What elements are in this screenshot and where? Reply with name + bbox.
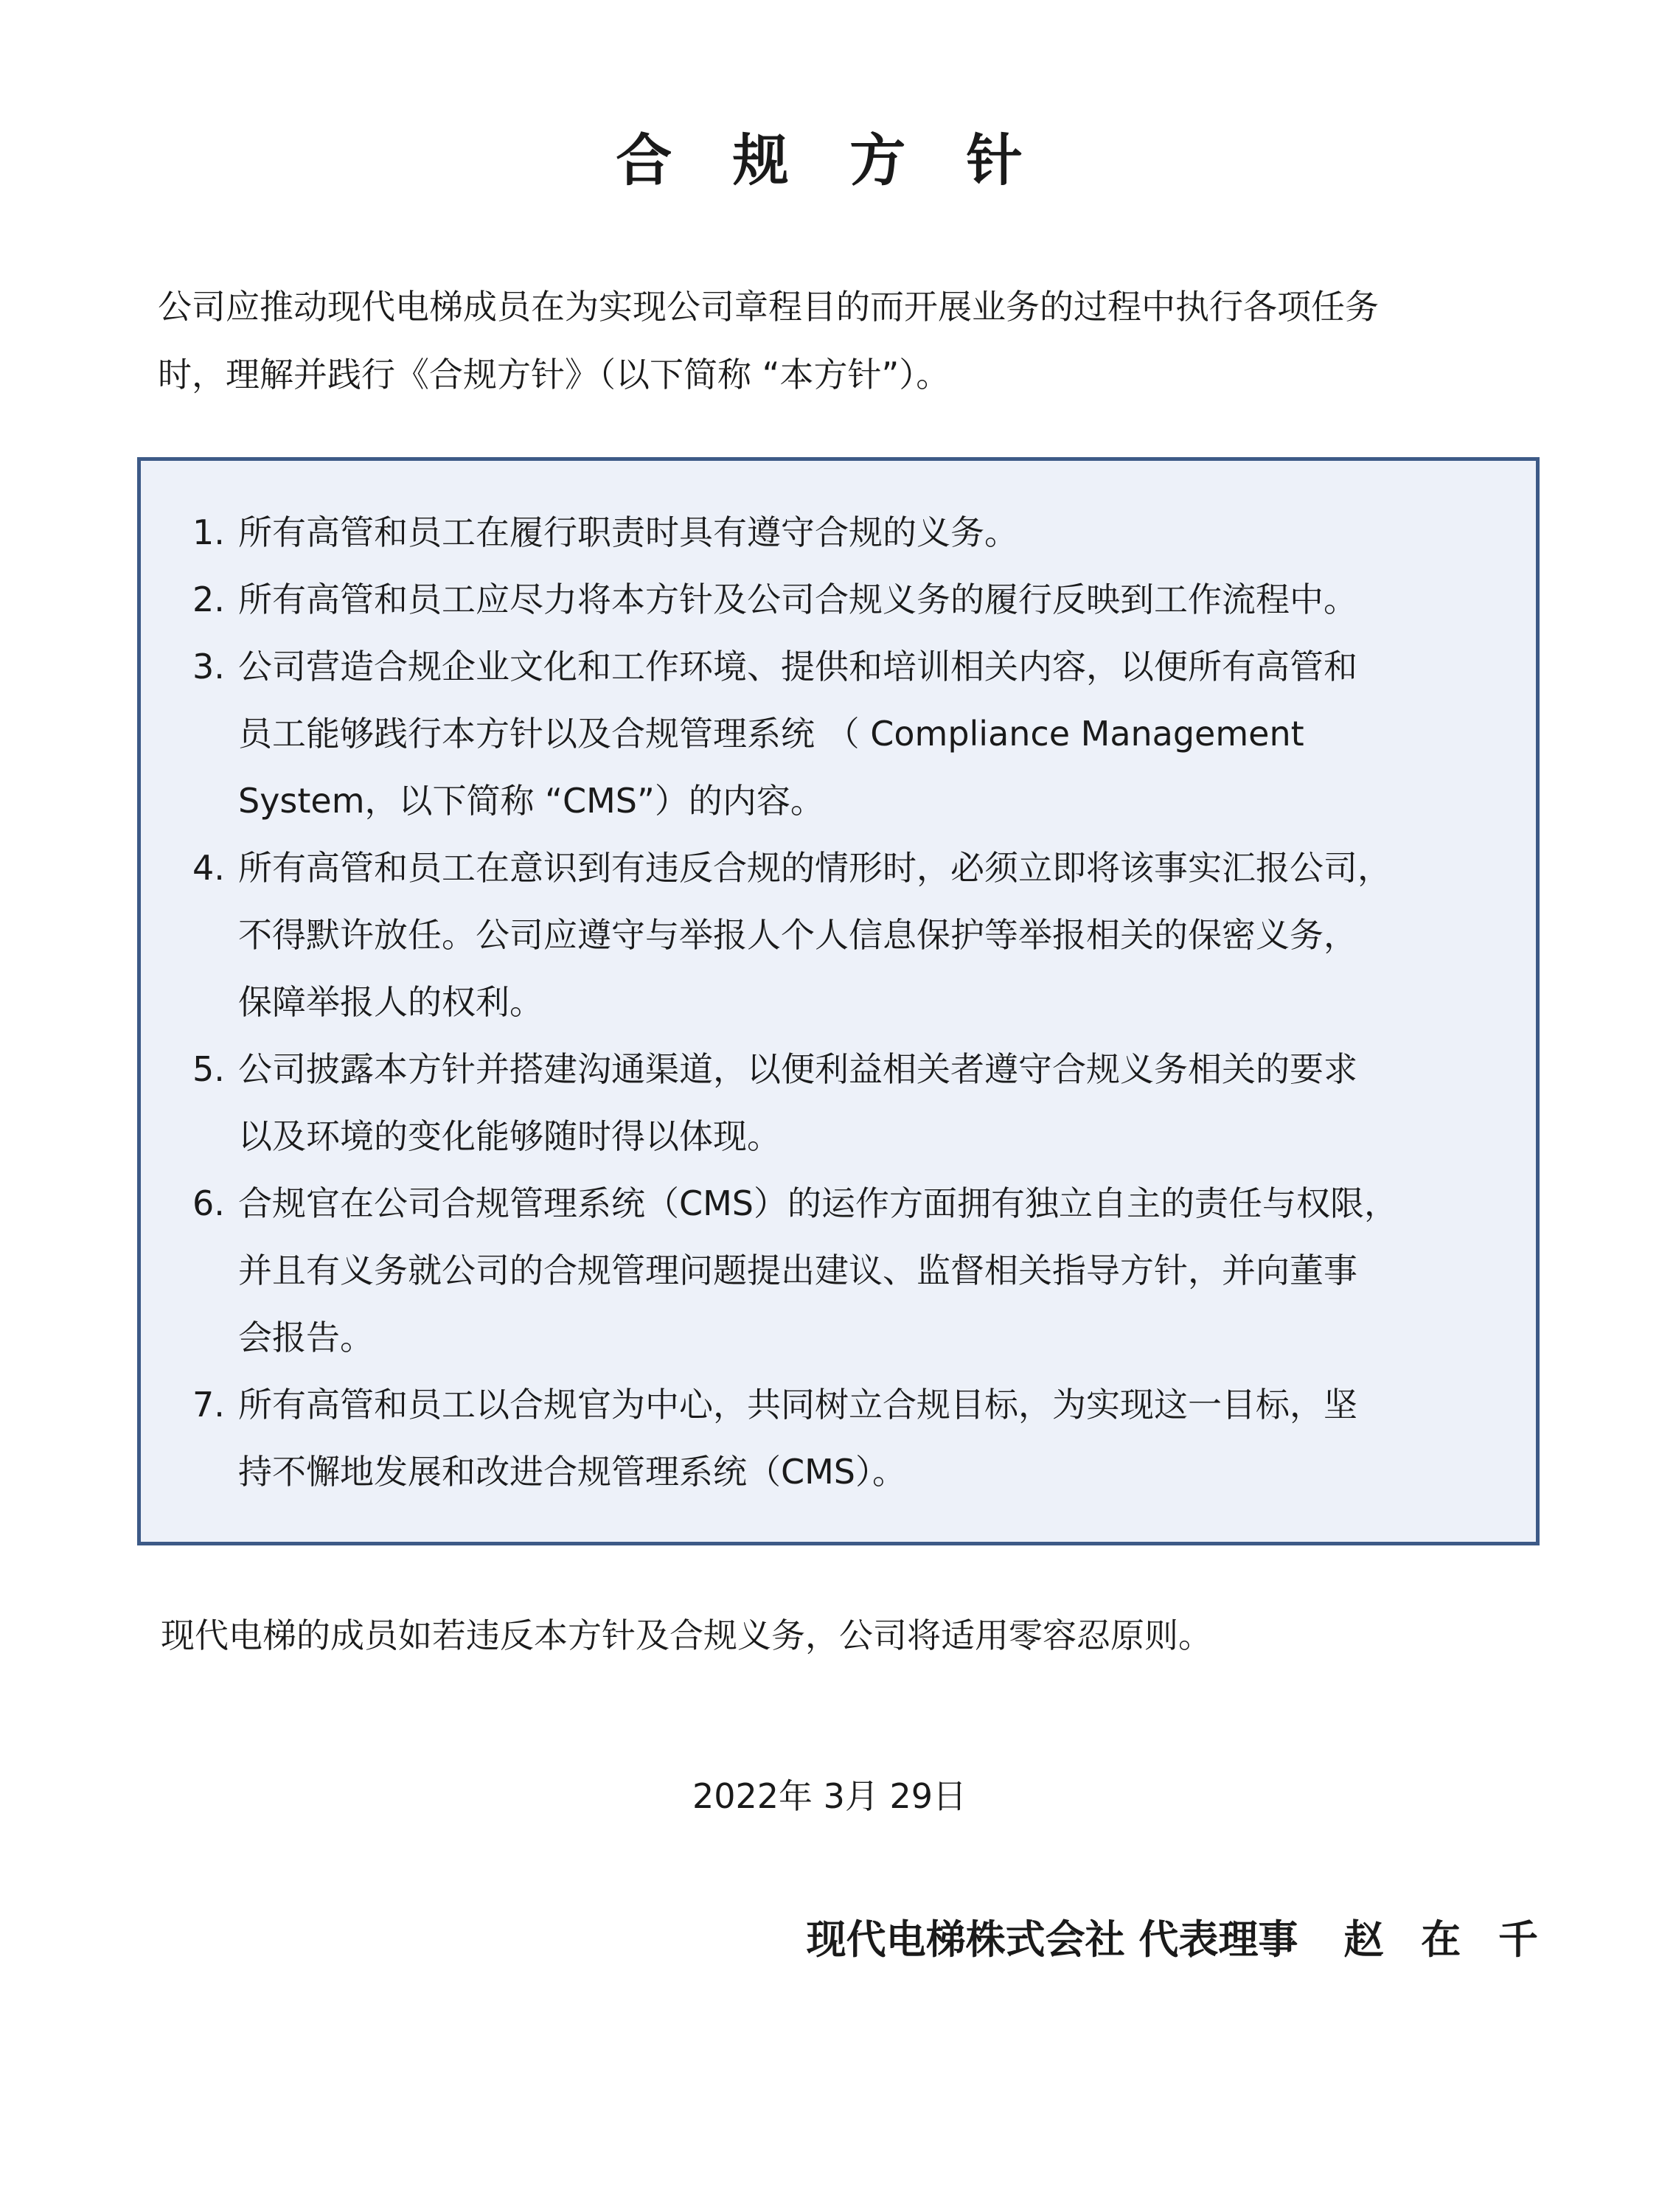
policy-item-text: [238, 1170, 1512, 1371]
policy-item-number: 5.: [192, 1049, 225, 1089]
policy-item-line: 公司营造合规企业文化和工作环境、提供和培训相关内容，以便所有高管和: [238, 647, 1357, 686]
policy-item-line: 持不懈地发展和改进合规管理系统（CMS）。: [238, 1452, 907, 1492]
page-title: 合 规 方 针: [616, 128, 1043, 193]
policy-item: [192, 1371, 1512, 1506]
policy-item-line: 保障举报人的权利。: [238, 982, 543, 1022]
policy-box: [137, 457, 1540, 1545]
policy-item-line: 以及环境的变化能够随时得以体现。: [238, 1116, 781, 1156]
policy-item: [192, 633, 1512, 835]
policy-item-line: 员工能够践行本方针以及合规管理系统 （ Compliance Management: [238, 714, 1304, 754]
policy-item-line: 并且有义务就公司的合规管理问题提出建议、监督相关指导方针，并向董事: [238, 1251, 1357, 1290]
policy-item: [192, 835, 1512, 1036]
closing-statement: 现代电梯的成员如若违反本方针及合规义务，公司将适用零容忍原则。: [161, 1615, 1212, 1655]
signature-company-title: 现代电梯株式会社 代表理事: [806, 1916, 1298, 1963]
policy-item: [192, 499, 1512, 566]
policy-item-text: [238, 835, 1512, 1036]
policy-item-line: 公司披露本方针并搭建沟通渠道，以便利益相关者遵守合规义务相关的要求: [238, 1049, 1357, 1089]
policy-item-number: 2.: [192, 580, 225, 619]
policy-item-line: 合规官在公司合规管理系统（CMS）的运作方面拥有独立自主的责任与权限，: [238, 1183, 1399, 1223]
intro-line: 时，理解并践行《合规方针》（以下简称 “本方针”）。: [158, 355, 950, 394]
policy-item-text: [238, 566, 1512, 633]
policy-item-line: 所有高管和员工在意识到有违反合规的情形时，必须立即将该事实汇报公司，: [238, 848, 1391, 888]
policy-item-line: 不得默许放任。公司应遵守与举报人个人信息保护等举报相关的保密义务，: [238, 915, 1357, 955]
policy-item: [192, 1036, 1512, 1170]
signature-name: 赵 在 千: [1343, 1916, 1550, 1963]
policy-list: [192, 499, 1512, 1506]
policy-item: [192, 566, 1512, 633]
policy-item-text: [238, 1036, 1512, 1170]
intro-paragraph: [158, 273, 1529, 408]
policy-item-line: 所有高管和员工应尽力将本方针及公司合规义务的履行反映到工作流程中。: [238, 580, 1357, 619]
policy-item-text: [238, 1371, 1512, 1506]
policy-item-line: 所有高管和员工以合规官为中心，共同树立合规目标，为实现这一目标，坚: [238, 1385, 1357, 1425]
policy-item-number: 3.: [192, 647, 225, 686]
policy-item-number: 4.: [192, 848, 225, 888]
policy-item-line: 会报告。: [238, 1318, 374, 1357]
policy-item-text: [238, 499, 1512, 566]
policy-item-line: 所有高管和员工在履行职责时具有遵守合规的义务。: [238, 512, 1018, 552]
document-date: 2022年 3月 29日: [692, 1776, 967, 1816]
policy-item-text: [238, 633, 1512, 835]
policy-item: [192, 1170, 1512, 1371]
policy-item-number: 6.: [192, 1183, 225, 1223]
intro-line: 公司应推动现代电梯成员在为实现公司章程目的而开展业务的过程中执行各项任务: [158, 287, 1379, 327]
policy-item-number: 1.: [192, 512, 225, 552]
policy-item-line: System，以下简称 “CMS”）的内容。: [238, 781, 824, 821]
policy-item-number: 7.: [192, 1385, 225, 1425]
signature-block: [807, 1914, 1550, 1966]
